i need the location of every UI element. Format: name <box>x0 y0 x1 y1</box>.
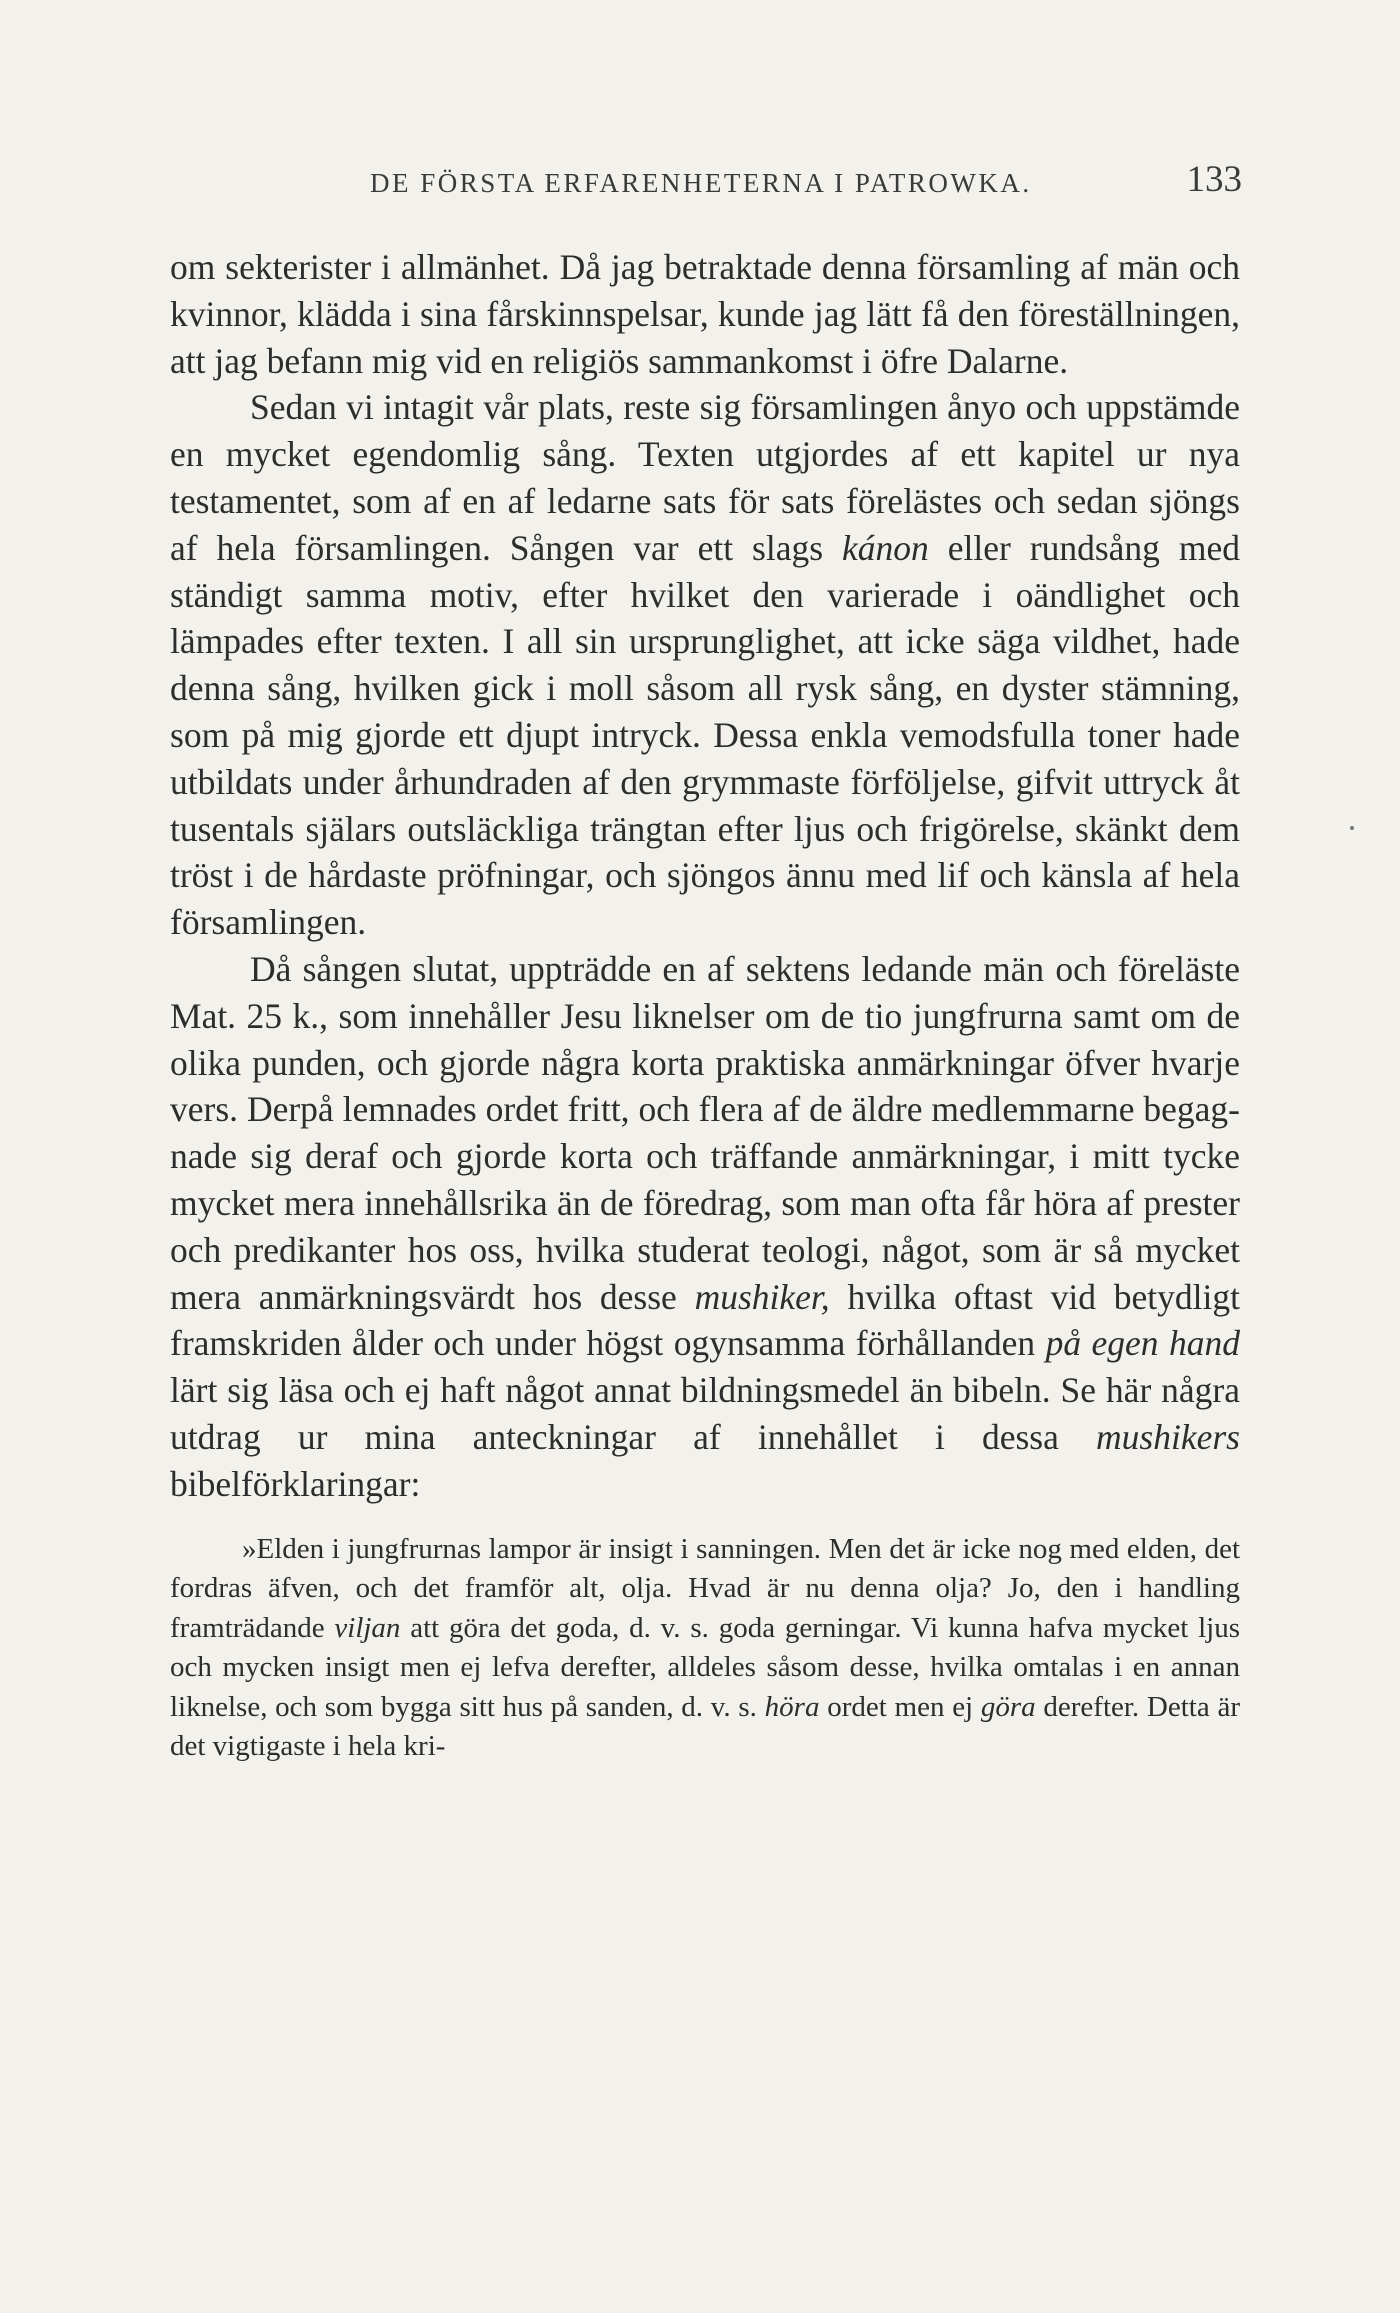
text-segment: ordet men ej <box>819 1690 981 1723</box>
paragraph <box>170 384 1240 946</box>
text-segment: bibelförklaringar: <box>170 1463 421 1504</box>
text-segment: att göra det goda, d. v. s. goda gerningar. Vi kunna hafva mycket ljus och mycken insigt men ej lefva derefter, alldeles såsom desse, hvilka omtalas i en annan liknelse, och som bygga sitt hus på sanden, d. v. s. <box>170 1611 1240 1723</box>
italic-term: göra <box>980 1690 1036 1723</box>
text-segment: hvilka oftast vid betydligt framskriden ålder och under högst ogynsamma förhållanden <box>170 1276 1240 1364</box>
text-segment: Sedan vi intagit vår plats, reste sig församlingen ånyo och uppstämde en mycket egendomlig sång. Texten utgjordes af ett kapitel ur nya testamentet, som af en af ledarne sats för sats förelästes och sedan sjöngs af hela församlingen. Sången var ett slags <box>170 387 1240 568</box>
running-title: DE FÖRSTA ERFARENHETERNA I PATROWKA. <box>370 168 1032 198</box>
print-speck <box>1350 826 1354 830</box>
text-segment: eller rundsång med ständigt samma motiv, efter hvilket den varierade i oändlighet och lämpades efter texten. I all sin ursprunglighet, att icke säga vildhet, hade denna sång, hvilken gick i moll såsom all rysk sång, en dyster stämning, som på mig gjorde ett djupt intryck. Dessa enkla vemodsfulla toner hade utbildats under århundraden af den grymmaste förföljelse, gifvit uttryck åt tusentals själars outsläckliga trängtan efter ljus och frigörelse, skänkt dem tröst i de hårdaste pröfningar, och sjöngos ännu med lif och känsla af hela församlingen. <box>170 527 1240 943</box>
running-head <box>170 150 1240 220</box>
italic-term: viljan <box>334 1611 401 1644</box>
italic-term: kánon <box>842 527 929 568</box>
text-segment: »Elden i jungfrurnas lampor är insigt i sanningen. Men det är icke nog med elden, det fordras äfven, och det framför alt, olja. Hvad är nu denna olja? Jo, den i handling framträdande <box>170 1532 1240 1644</box>
book-page <box>170 150 1240 1767</box>
page-number: 133 <box>1186 159 1242 200</box>
italic-term: höra <box>764 1690 820 1723</box>
text-segment: Då sången slutat, uppträdde en af sektens ledande män och föreläste Mat. 25 k., som innehåller Jesu liknelser om de tio jungfrurna samt om de olika punden, och gjorde några korta praktiska anmärkningar öfver hvarje vers. Derpå lemnades ordet fritt, och flera af de äldre medlemmarne begagnade sig deraf och gjorde korta och träffande anmärkningar, i mitt tycke mycket mera innehållsrika än de föredrag, som man ofta får höra af prester och predikanter hos oss, hvilka studerat teologi, något, som är så mycket mera anmärkningsvärdt hos desse <box>170 948 1240 1317</box>
text-segment: om sekterister i allmänhet. Då jag betraktade denna församling af män och kvinnor, klädda i sina fårskinnspelsar, kunde jag lätt få den föreställningen, att jag befann mig vid en religiös sammankomst i öfre Dalarne. <box>170 247 1240 381</box>
text-segment: lärt sig läsa och ej haft något annat bildningsmedel än bibeln. Se här några utdrag ur mina anteckningar af innehållet i dessa <box>170 1370 1240 1457</box>
quote-paragraph <box>170 1530 1240 1767</box>
body-text <box>170 244 1240 1508</box>
text-segment: derefter. Detta är det vigtigaste i hela kri- <box>170 1690 1240 1763</box>
block-quote <box>170 1530 1240 1767</box>
italic-term: mushikers <box>1096 1416 1240 1457</box>
paragraph <box>170 244 1240 384</box>
italic-term: mushiker, <box>694 1276 830 1317</box>
italic-term: på egen hand <box>1045 1323 1240 1364</box>
paragraph <box>170 946 1240 1508</box>
